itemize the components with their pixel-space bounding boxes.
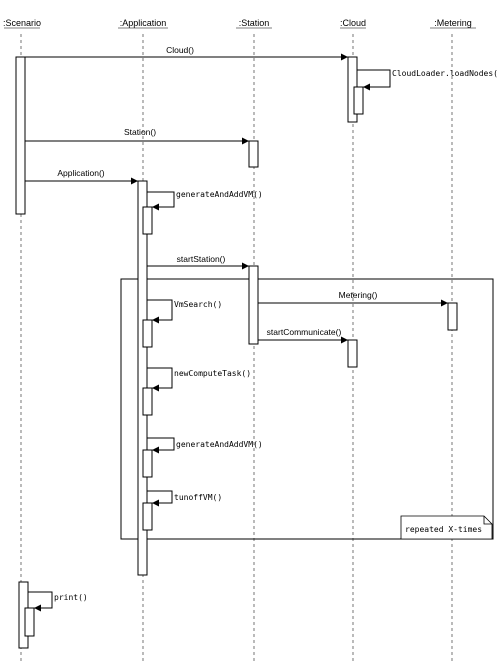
lifeline-header-scenario [3,18,41,28]
message-print-self [28,592,88,608]
message-label: Metering() [338,290,378,300]
activation-generate-vm-2 [143,450,152,477]
message-cloud-loader-self [357,69,498,87]
message-start-communicate [258,327,348,340]
lifeline-header-station [236,18,272,28]
loop-note [401,516,492,539]
loop-note-text: repeated X-times [405,525,483,534]
message-metering [258,290,448,303]
lifeline-label-metering: :Metering [434,18,472,28]
message-vm-search-self [147,300,222,320]
activation-vm-search [143,320,152,347]
lifeline-label-scenario: :Scenario [2,18,42,28]
message-label: Cloud() [166,45,194,55]
message-label: Application() [57,168,105,178]
lifeline-header-cloud [340,18,366,28]
lifeline-label-cloud: :Cloud [339,18,367,28]
message-new-compute-task-self [147,368,251,388]
lifeline-label-application: :Application [119,18,167,28]
activation-cloud-communicate [348,340,357,367]
message-application-ctor [25,168,138,181]
message-turnoff-vm-self [147,491,222,503]
message-label: startCommunicate() [266,327,342,337]
message-label: generateAndAddVM() [176,190,263,199]
message-label: newComputeTask() [174,369,252,378]
activation-new-compute-task [143,388,152,415]
message-label: startStation() [176,254,226,264]
message-label: generateAndAddVM() [176,440,263,449]
lifeline-label-station: :Station [238,18,270,28]
message-start-station [147,254,249,266]
message-cloud-ctor [25,45,348,57]
activation-print-nested [25,608,34,636]
activation-generate-vm-1 [143,207,152,234]
message-label: Station() [123,127,157,137]
activation-station-ctor [249,141,258,167]
message-label: VmSearch() [174,300,223,309]
message-generate-vm-1-self [147,190,263,207]
activation-metering [448,303,457,330]
lifeline-header-metering [430,18,476,28]
message-label: CloudLoader.loadNodes( [392,69,498,78]
activation-cloud-nested [354,87,363,114]
message-generate-vm-2-self [147,438,263,450]
activation-turnoff-vm [143,503,152,530]
activation-scenario-main [16,57,25,214]
message-station-ctor [25,127,249,141]
message-label: tunoffVM() [174,493,223,502]
lifeline-header-application [118,18,168,28]
message-label: print() [54,593,88,602]
activation-station-loop [249,266,258,344]
